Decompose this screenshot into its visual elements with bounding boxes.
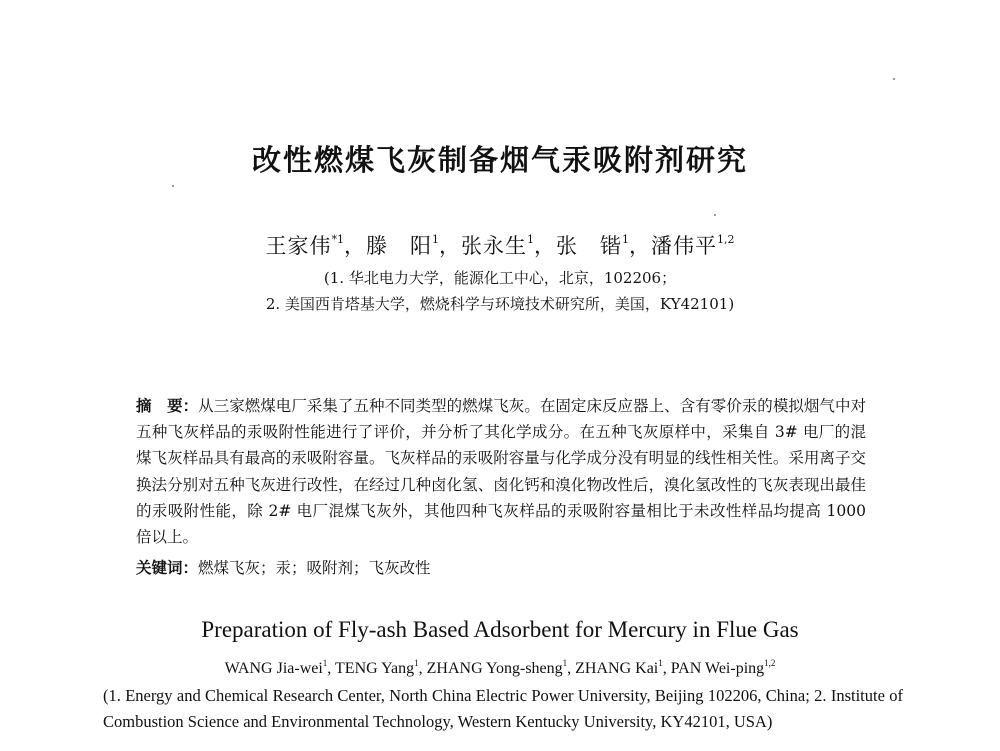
author-name: 滕 阳: [366, 234, 432, 258]
scan-speck: [714, 214, 716, 216]
author-affiliation-mark: 1: [414, 658, 419, 668]
english-affiliations: (1. Energy and Chemical Research Center, North China Electric Power University, Beijing 102206, China; 2. Institute of Combustion Science and Environmental Technology, Western Kentucky University, KY42101, USA): [103, 686, 903, 731]
author-name: ZHANG Kai: [575, 660, 659, 677]
author-affiliation-mark: 1: [322, 658, 328, 668]
author-affiliation-mark: 1,2: [717, 233, 735, 246]
author-affiliation-mark: 1: [622, 233, 629, 246]
abstract-label: 摘 要：: [136, 397, 199, 415]
keywords-label: 关键词：: [136, 559, 199, 577]
chinese-affiliation-2: 2. 美国西肯塔基大学，燃烧科学与环境技术研究所，美国，KY42101): [265, 295, 735, 313]
author-name: ZHANG Yong-sheng: [426, 660, 563, 677]
author-name: WANG Jia-wei: [224, 660, 323, 677]
scan-speck: [172, 185, 174, 187]
abstract-text: 从三家燃煤电厂采集了五种不同类型的燃煤飞灰。在固定床反应器上、含有零价汞的模拟烟气中对五种飞灰样品的汞吸附性能进行了评价，并分析了其化学成分。在五种飞灰原样中，采集自 3# 电厂的混煤飞灰样品具有最高的汞吸附容量。飞灰样品的汞吸附容量与化学成分没有明显的线性相关性。采用离子交换法分别对五种飞灰进行改性，在经过几种卤化氢、卤化钙和溴化物改性后，溴化氢改性的飞灰表现出最佳的汞吸附性能，除 2# 电厂混煤飞灰外，其他四种飞灰样品的汞吸附容量相比于未改性样品均提高 1000 倍以上。: [136, 397, 866, 547]
chinese-affiliation-1: (1. 华北电力大学，能源化工中心，北京，102206；: [323, 269, 677, 287]
english-title: Preparation of Fly-ash Based Adsorbent for Mercury in Flue Gas: [201, 617, 799, 642]
author-affiliation-mark: 1: [658, 658, 663, 668]
author-affiliation-mark: *1: [331, 233, 344, 246]
scan-speck: [893, 78, 895, 80]
keywords-text: 燃煤飞灰；汞；吸附剂；飞灰改性: [198, 559, 431, 577]
chinese-authors: 王家伟$^{*1}$，滕 阳$^1$，张永生$^1$，张 锴$^1$，潘伟平$^{1,2}$: [265, 233, 735, 258]
author-name: PAN Wei-ping: [670, 660, 765, 677]
author-name: TENG Yang: [335, 660, 415, 677]
english-authors: WANG Jia-wei$^1$, TENG Yang$^1$, ZHANG Yong-sheng$^1$, ZHANG Kai$^1$, PAN Wei-ping$^{1,2}$: [224, 658, 776, 677]
chinese-abstract: [136, 393, 866, 550]
author-affiliation-mark: 1,2: [764, 658, 776, 668]
author-name: 潘伟平: [651, 234, 717, 258]
author-affiliation-mark: 1: [432, 233, 439, 246]
author-affiliation-mark: 1: [527, 233, 534, 246]
author-name: 张永生: [461, 234, 527, 258]
author-affiliation-mark: 1: [562, 658, 568, 668]
author-name: 张 锴: [556, 234, 622, 258]
chinese-keywords: [136, 556, 866, 578]
author-name: 王家伟: [265, 234, 332, 258]
chinese-title: 改性燃煤飞灰制备烟气汞吸附剂研究: [251, 143, 748, 177]
